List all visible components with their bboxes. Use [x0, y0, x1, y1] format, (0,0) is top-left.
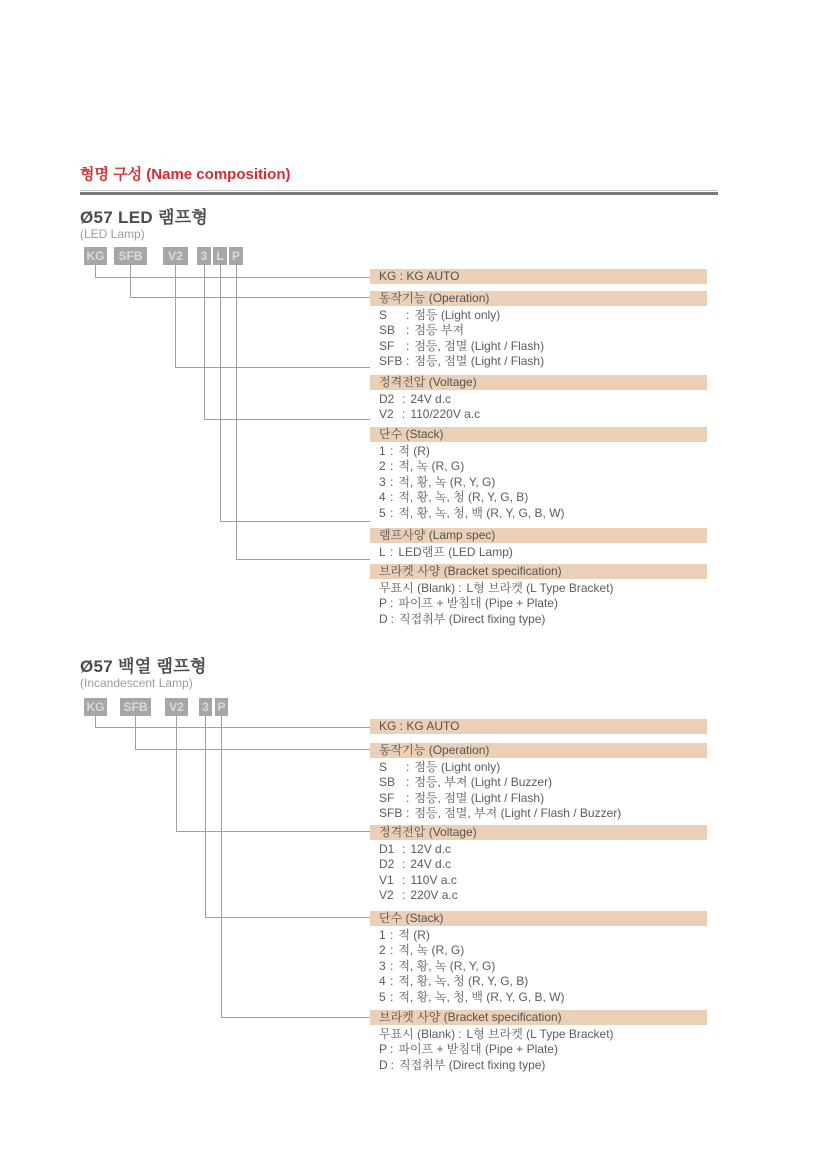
spec-group-voltage [370, 375, 707, 423]
group-header-bar: 단수 (Stack) [370, 427, 707, 442]
spec-item-row [379, 791, 707, 806]
item-desc: 점등 부져 [414, 323, 465, 338]
colon-separator: : [390, 943, 394, 958]
spec-item-row [379, 775, 707, 790]
item-desc: L형 브라켓 (L Type Bracket) [466, 581, 614, 595]
spec-group-stack [370, 911, 707, 1005]
item-desc: 220V a.c [410, 888, 458, 903]
spec-group-lamp-spec [370, 528, 707, 560]
colon-separator: : [406, 323, 410, 338]
connector-line [131, 265, 371, 298]
group-header-bar: 램프사양 (Lamp spec) [370, 528, 707, 543]
page-title: 형명 구성 (Name composition) [80, 166, 291, 183]
item-code: 5 [379, 989, 386, 1004]
item-code: 무표시 (Blank) [379, 581, 456, 595]
connector-line [237, 265, 371, 560]
item-code: 2 [379, 943, 386, 958]
colon-separator: : [402, 872, 406, 887]
spec-item-row [379, 612, 707, 627]
colon-separator: : [402, 407, 406, 422]
item-code: V2 [379, 888, 394, 903]
connector-line [136, 716, 371, 750]
item-code: 1 [379, 928, 386, 942]
colon-separator: : [406, 338, 410, 353]
code-box-v2: V2 [165, 698, 188, 716]
spec-item-row [379, 596, 707, 611]
group-header-bar: 동작기능 (Operation) [370, 743, 707, 758]
spec-item-row [379, 873, 707, 888]
item-code: D2 [379, 857, 395, 872]
colon-separator: : [390, 928, 394, 942]
colon-separator: : [402, 857, 406, 872]
section-led-subheading: (LED Lamp) [80, 227, 145, 241]
colon-separator: : [406, 806, 410, 821]
item-desc: 적, 황, 녹, 청, 백 (R, Y, G, B, W) [398, 989, 565, 1004]
connector-line [206, 716, 371, 918]
connector-line [96, 716, 371, 728]
group-header-bar: 동작기능 (Operation) [370, 291, 707, 306]
group-header-bar: 브라켓 사양 (Bracket specification) [370, 1010, 707, 1025]
item-desc: 적, 황, 녹, 청 (R, Y, G, B) [398, 974, 529, 989]
colon-separator: : [390, 974, 394, 989]
item-desc: 점등 (Light only) [414, 308, 501, 322]
item-code: P [379, 1042, 388, 1057]
spec-item-row [379, 407, 707, 422]
spec-item-row [379, 1058, 707, 1073]
item-code: 1 [379, 444, 386, 458]
item-desc: 직접취부 (Direct fixing type) [399, 611, 546, 626]
item-desc: 파이프 + 받침대 (Pipe + Plate) [398, 1042, 558, 1057]
connector-line [205, 265, 371, 420]
spec-item-row [379, 490, 707, 505]
colon-separator: : [406, 760, 410, 774]
item-code: V1 [379, 872, 394, 887]
item-desc: 적, 황, 녹 (R, Y, G) [398, 958, 496, 973]
item-code: 5 [379, 505, 386, 520]
connector-line [177, 716, 371, 832]
item-code: SFB [379, 354, 403, 369]
spec-item-row [379, 506, 707, 521]
colon-separator: : [390, 1042, 394, 1057]
colon-separator: : [402, 842, 406, 856]
spec-item-row [379, 308, 707, 323]
spec-item-row [379, 974, 707, 989]
item-code: D [379, 1057, 388, 1072]
connector-line [221, 265, 371, 522]
colon-separator: : [390, 989, 394, 1004]
spec-item-row [379, 806, 707, 821]
item-code: 2 [379, 459, 386, 474]
item-code: S [379, 760, 388, 774]
spec-item-row [379, 581, 707, 596]
colon-separator: : [406, 790, 410, 805]
group-header-bar: KG : KG AUTO [370, 269, 707, 284]
item-code: 4 [379, 974, 386, 989]
spec-item-row [379, 888, 707, 903]
colon-separator: : [390, 596, 394, 611]
section-incandescent-subheading: (Incandescent Lamp) [80, 676, 193, 690]
connector-line [96, 265, 371, 278]
item-desc: 직접취부 (Direct fixing type) [399, 1057, 546, 1072]
colon-separator: : [406, 775, 410, 790]
spec-group-operation [370, 743, 707, 822]
spec-item-row [379, 959, 707, 974]
item-desc: 적, 녹 (R, G) [398, 943, 465, 958]
colon-separator: : [406, 308, 410, 322]
section-incandescent-heading: Ø57 백열 램프형 [80, 657, 207, 676]
spec-group-bracket [370, 1010, 707, 1073]
spec-item-row [379, 339, 707, 354]
colon-separator: : [390, 1057, 395, 1072]
item-desc: 12V d.c [410, 842, 452, 856]
section-led-heading: Ø57 LED 램프형 [80, 208, 209, 227]
item-desc: 파이프 + 받침대 (Pipe + Plate) [398, 596, 558, 611]
spec-group-maker [370, 719, 707, 734]
spec-group-voltage [370, 825, 707, 904]
colon-separator: : [390, 611, 395, 626]
code-box-l: L [213, 247, 227, 265]
code-box-sfb: SFB [114, 247, 147, 265]
colon-separator: : [390, 958, 394, 973]
code-box-kg: KG [84, 698, 107, 716]
spec-group-stack [370, 427, 707, 521]
code-box-3: 3 [197, 247, 211, 265]
spec-item-row [379, 545, 707, 560]
colon-separator: : [390, 459, 394, 474]
code-box-3: 3 [199, 698, 212, 716]
colon-separator: : [390, 474, 394, 489]
item-code: 무표시 (Blank) [379, 1027, 456, 1041]
spec-item-row [379, 459, 707, 474]
item-code: P [379, 596, 388, 611]
item-desc: 점등, 점멸 (Light / Flash) [414, 354, 545, 369]
item-code: 4 [379, 490, 386, 505]
item-desc: 점등 (Light only) [414, 760, 501, 774]
item-code: SB [379, 323, 396, 338]
item-code: SB [379, 775, 396, 790]
item-code: SF [379, 790, 395, 805]
item-desc: 24V d.c [410, 857, 452, 872]
spec-item-row [379, 990, 707, 1005]
code-box-p: P [229, 247, 243, 265]
item-code: 3 [379, 474, 386, 489]
connector-line [222, 716, 371, 1018]
spec-item-row [379, 857, 707, 872]
item-desc: 110V a.c [410, 872, 457, 887]
item-code: D1 [379, 842, 395, 856]
connector-line [176, 265, 371, 368]
colon-separator: : [406, 354, 410, 369]
code-box-v2: V2 [163, 247, 188, 265]
item-desc: 적 (R) [398, 928, 430, 942]
colon-separator: : [390, 505, 394, 520]
code-box-kg: KG [84, 247, 107, 265]
spec-group-bracket [370, 564, 707, 627]
item-desc: 적 (R) [398, 444, 430, 458]
colon-separator: : [458, 581, 462, 595]
item-desc: 점등, 점멸 (Light / Flash) [414, 790, 545, 805]
item-desc: L형 브라켓 (L Type Bracket) [466, 1027, 614, 1041]
item-code: D2 [379, 392, 395, 406]
colon-separator: : [458, 1027, 462, 1041]
group-header-bar: 정격전압 (Voltage) [370, 375, 707, 390]
item-code: D [379, 611, 388, 626]
title-rule [80, 190, 718, 195]
colon-separator: : [390, 545, 394, 559]
item-desc: 24V d.c [410, 392, 452, 406]
item-code: S [379, 308, 388, 322]
group-header-bar: 정격전압 (Voltage) [370, 825, 707, 840]
item-desc: 110/220V a.c [410, 407, 481, 422]
spec-item-row [379, 475, 707, 490]
item-desc: 적, 황, 녹, 청 (R, Y, G, B) [398, 490, 529, 505]
code-box-p: P [215, 698, 228, 716]
code-box-sfb: SFB [120, 698, 151, 716]
item-desc: 점등, 점멸, 부져 (Light / Flash / Buzzer) [414, 806, 622, 821]
group-header-bar: 단수 (Stack) [370, 911, 707, 926]
colon-separator: : [402, 392, 406, 406]
item-code: V2 [379, 407, 394, 422]
spec-item-row [379, 842, 707, 857]
item-desc: 적, 황, 녹 (R, Y, G) [398, 474, 496, 489]
spec-item-row [379, 323, 707, 338]
item-code: 3 [379, 958, 386, 973]
spec-group-maker [370, 269, 707, 284]
item-desc: LED램프 (LED Lamp) [398, 545, 513, 559]
group-header-bar: KG : KG AUTO [370, 719, 707, 734]
spec-item-row [379, 1042, 707, 1057]
spec-item-row [379, 760, 707, 775]
item-desc: 점등, 점멸 (Light / Flash) [414, 338, 545, 353]
colon-separator: : [390, 490, 394, 505]
colon-separator: : [390, 444, 394, 458]
spec-item-row [379, 928, 707, 943]
item-code: L [379, 545, 386, 559]
colon-separator: : [402, 888, 406, 903]
spec-group-operation [370, 291, 707, 370]
item-desc: 점등, 부져 (Light / Buzzer) [414, 775, 553, 790]
item-desc: 적, 녹 (R, G) [398, 459, 465, 474]
spec-item-row [379, 444, 707, 459]
spec-item-row [379, 1027, 707, 1042]
group-header-bar: 브라켓 사양 (Bracket specification) [370, 564, 707, 579]
spec-item-row [379, 943, 707, 958]
spec-item-row [379, 392, 707, 407]
spec-item-row [379, 354, 707, 369]
item-code: SFB [379, 806, 403, 821]
item-code: SF [379, 338, 395, 353]
item-desc: 적, 황, 녹, 청, 백 (R, Y, G, B, W) [398, 505, 565, 520]
